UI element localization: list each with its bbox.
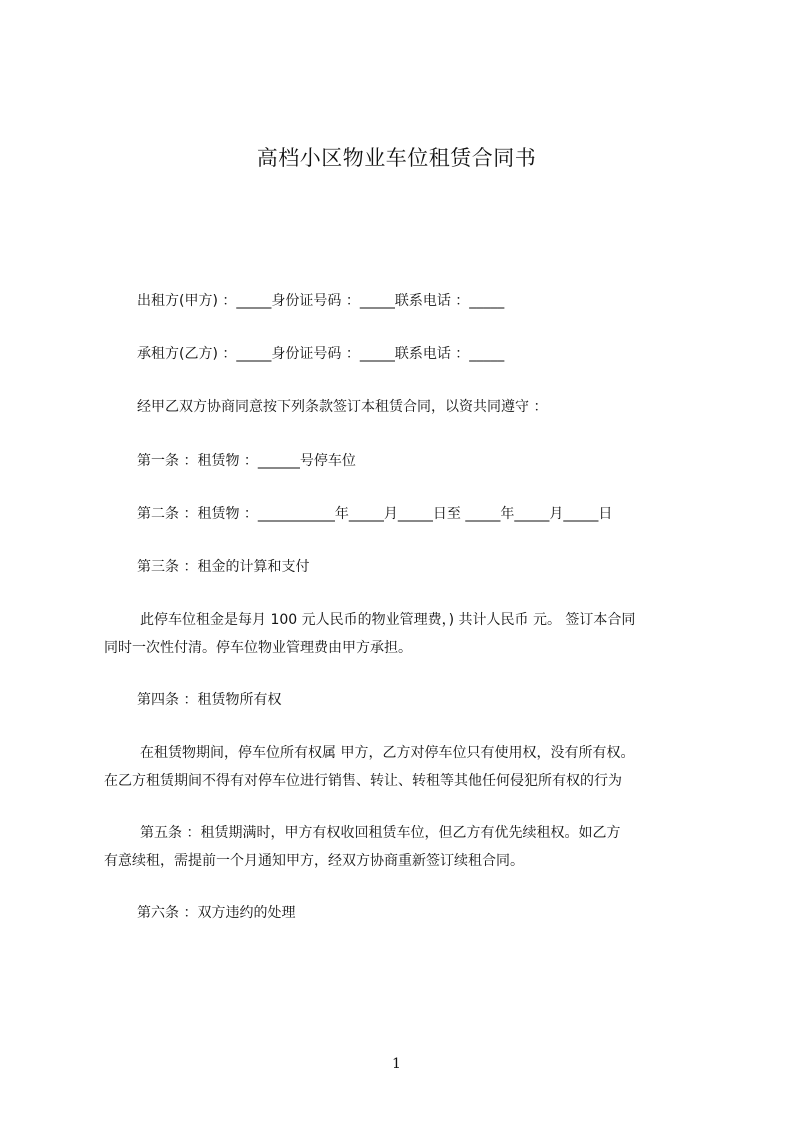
- lessor-info-line: 出租方(甲方) ：_____身份证号码 ：_____联系电话 ：_____: [137, 293, 505, 309]
- article-4-heading: 第四条 ：租赁物所有权: [137, 692, 282, 708]
- article-3-body-line-1: 此停车位租金是每月 100 元人民币的物业管理费，) 共计人民币 元。 签订本合同: [140, 612, 636, 628]
- article-1-line: 第一条 ：租赁物 ：______号停车位: [137, 453, 356, 469]
- article-6-heading: 第六条 ：双方违约的处理: [137, 905, 296, 921]
- article-3-body-line-2: 同时一次性付清。停车位物业管理费由甲方承担。: [104, 640, 412, 656]
- article-5-body: [104, 819, 716, 875]
- document-title: 高档小区物业车位租赁合同书: [256, 146, 537, 170]
- article-4-body: [104, 739, 716, 795]
- article-4-body-line-2: 在乙方租赁期间不得有对停车位进行销售、转让、转租等其他任何侵犯所有权的行为: [104, 773, 622, 789]
- article-3-body: [104, 606, 716, 662]
- article-4-body-line-1: 在租赁物期间，停车位所有权属 甲方，乙方对停车位只有使用权，没有所有权。: [140, 745, 635, 761]
- page-number: 1: [392, 1056, 401, 1072]
- article-3-heading: 第三条 ：租金的计算和支付: [137, 559, 310, 575]
- article-2-line: 第二条 ：租赁物 ：___________年_____月_____日至 _____年_____月_____日: [137, 506, 613, 522]
- article-5-body-line-2: 有意续租，需提前一个月通知甲方，经双方协商重新签订续租合同。: [104, 853, 524, 869]
- preamble-line: 经甲乙双方协商同意按下列条款签订本租赁合同，以资共同遵守 ：: [137, 399, 548, 415]
- article-5-body-line-1: 第五条 ：租赁期满时，甲方有权收回租赁车位，但乙方有优先续租权。如乙方: [140, 825, 621, 841]
- lessee-info-line: 承租方(乙方) ：_____身份证号码 ：_____联系电话 ：_____: [137, 346, 505, 362]
